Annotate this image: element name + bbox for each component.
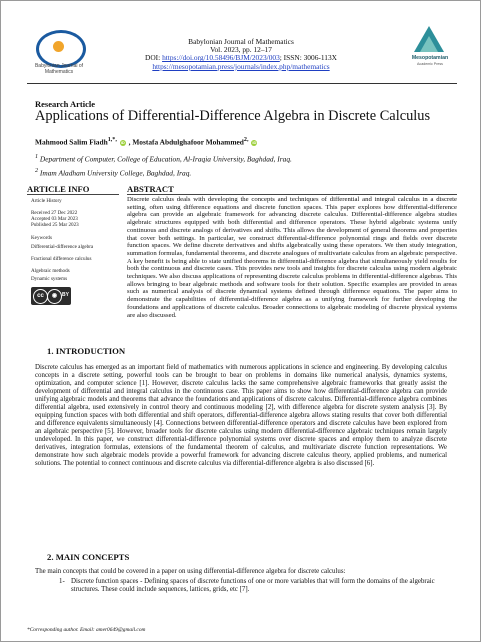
corresponding-author-footnote: *Corresponding author. Email: amer0649@gmail.com (27, 627, 146, 633)
author-2-sup: 2, (243, 137, 249, 143)
cc-license-badge[interactable] (31, 287, 71, 305)
article-info-rule (27, 194, 119, 195)
author-2-name: Mostafa Abdulghafoor Mohammed (132, 137, 244, 147)
keyword-item: Fractional difference calculus (31, 256, 92, 262)
journal-logo (27, 30, 91, 75)
list-item (59, 578, 451, 594)
orcid-icon[interactable]: iD (252, 139, 257, 145)
article-info-heading: ARTICLE INFO (27, 184, 90, 194)
publisher-logo-shape-inner (420, 36, 438, 52)
introduction-text: Discrete calculus has emerged as an important field of mathematics with numerous applications in science and engineering. By developing calculus concepts in a discrete setting, powerful tools can be brought to bear on problems in domains like numerical analysis, dynamics systems, optimization, and computer science [1]. However, discrete calculus lacks the same comprehensive algebraic frameworks that greatly assist the development of differential and integral calculus in the continuous case. This paper aims to show how differential-difference algebra can provide unifying algebraic models and theorems that advance the foundations and applications of discrete calculus. Differential-difference algebra combines differential algebra, used extensively in control theory and continuous modeling [2], with difference algebra for discrete system analysis [3]. By equipping function spaces with both differential and shift operators, differential-difference algebra allows stating results that cover both differential and difference equivalents simultaneously [4]. Connections between differential-difference operators and discrete calculus have been explored from an algebraic perspective [5]. However, broader tools for discrete calculus using modern differential-difference algebraic techniques remain largely undeveloped. In this paper, we construct differential-difference polynomial systems over discrete spaces and employ them to analyze discrete derivatives, integration formulas, extensions of the fundamental theorem of calculus, and multivariate discrete function representations. We demonstrate how such algebraic models provide a powerful framework for advancing discrete calculus theory, applied problems, and numerical solutions. The potential to connect continuous and discrete calculus via differential-difference algebra is also discussed [6]. (35, 364, 447, 467)
keyword-item: Differential-difference algebra (31, 244, 94, 250)
section-heading-main-concepts: 2. MAIN CONCEPTS (47, 552, 130, 562)
publisher-logo (403, 26, 457, 78)
abstract-rule (127, 194, 457, 195)
journal-logo-dot (53, 41, 64, 52)
received-date: Received 27 Dec 2022 (31, 210, 78, 216)
author-1-name: Mahmood Salim Fiadh (35, 137, 108, 147)
publisher-logo-name: Mesopotamian (411, 55, 449, 61)
journal-header (121, 38, 361, 71)
header-divider (27, 83, 457, 84)
journal-volume: Vol. 2023, pp. 12–17 (210, 45, 272, 55)
keyword-item: Algebraic methods (31, 268, 70, 274)
author-1-sup: 1,*, (107, 137, 117, 143)
publisher-logo-sub: Academic Press (417, 62, 443, 66)
journal-logo-caption: Babylonian Journal of Mathematics (34, 63, 84, 75)
article-history-label: Article History (31, 198, 62, 204)
keywords-label: Keywords (31, 235, 52, 241)
accepted-date: Accepted 03 Mar 2023 (31, 216, 78, 222)
doi-link[interactable]: https://doi.org/10.58496/BJM/2023/003 (162, 53, 280, 63)
list-item-number: 1- (59, 578, 65, 585)
list-item-text: Discrete function spaces - Defining spaces of discrete functions of one or more variables that will form the domains of the algebraic structures. These could include sequences, lattices, grids, etc [7]. (71, 578, 435, 593)
article-title: Applications of Differential-Difference Algebra in Discrete Calculus (35, 108, 431, 124)
journal-url-link[interactable]: https://mesopotamian.press/journals/index.php/mathematics (152, 61, 330, 71)
doi-label: DOI: (145, 53, 161, 63)
affiliation-1: $^1$ Department of Computer, College of Education, Al-Iraqia University, Baghdad, Iraq. (35, 154, 292, 164)
cc-by-label: BY (62, 292, 69, 298)
main-concepts-intro: The main concepts that could be covered in a paper on using differential-difference algebra for discrete calculus: (35, 568, 346, 575)
article-type: Research Article (35, 99, 96, 109)
keyword-item: Dynamic systems (31, 276, 68, 282)
journal-name: Babylonian Journal of Mathematics (188, 37, 294, 46)
author-line: Mahmood Salim Fiadh$^{1,*,}$ iD , Mostafa Abdulghafoor Mohammed$^{2,}$ iD (35, 137, 257, 147)
published-date: Published 25 Mar 2023 (31, 222, 79, 228)
cc-icon: cc (33, 289, 48, 304)
abstract-heading: ABSTRACT (127, 184, 174, 194)
person-icon: ◉ (47, 289, 62, 304)
abstract-text: Discrete calculus deals with developing the concepts and techniques of differential and integral calculus in a discrete setting, often using difference equations and discrete function spaces. This paper explores how differential-difference algebra can provide an algebraic framework for advancing discrete calculus. Differential-difference algebra studies algebraic structures equipped with both differential and difference operators. These hybrid algebraic systems unify continuous and discrete analogs of derivatives and shifts. This allows the development of general theorems and properties that cover both settings. In particular, we construct differential-difference polynomial rings and fields over discrete function spaces. We define discrete derivatives and shifts algebraically using these operators. We then study integration, summation formulas, fundamental theorems, and discrete analogues of multivariate calculus from an algebraic perspective. A key benefit is being able to state unified theorems in differential-difference algebra that simultaneously yield results for both the continuous and discrete cases. This provides new tools and insights for discrete calculus using modern algebraic techniques. We also discuss applications of representing discrete calculus problems in differential-difference algebras. This allows bringing to bear algebraic methods and software tools for their solution. Specific examples are provided in areas such as numerical analysis of discrete dynamical systems defined through difference equations. The paper aims to demonstrate the capabilities of differential-difference algebra as a unifying framework for further developing the foundations and applications of discrete calculus. Broader connections to algebraic modeling of discrete physical systems are also discussed. (127, 196, 457, 319)
orcid-icon[interactable]: iD (120, 139, 125, 145)
section-heading-introduction: 1. INTRODUCTION (47, 346, 126, 356)
issn-text: ; ISSN: 3006-113X (279, 53, 337, 63)
affiliation-2: $^2$ Imam Aladham University College, Baghdad, Iraq. (35, 168, 192, 178)
